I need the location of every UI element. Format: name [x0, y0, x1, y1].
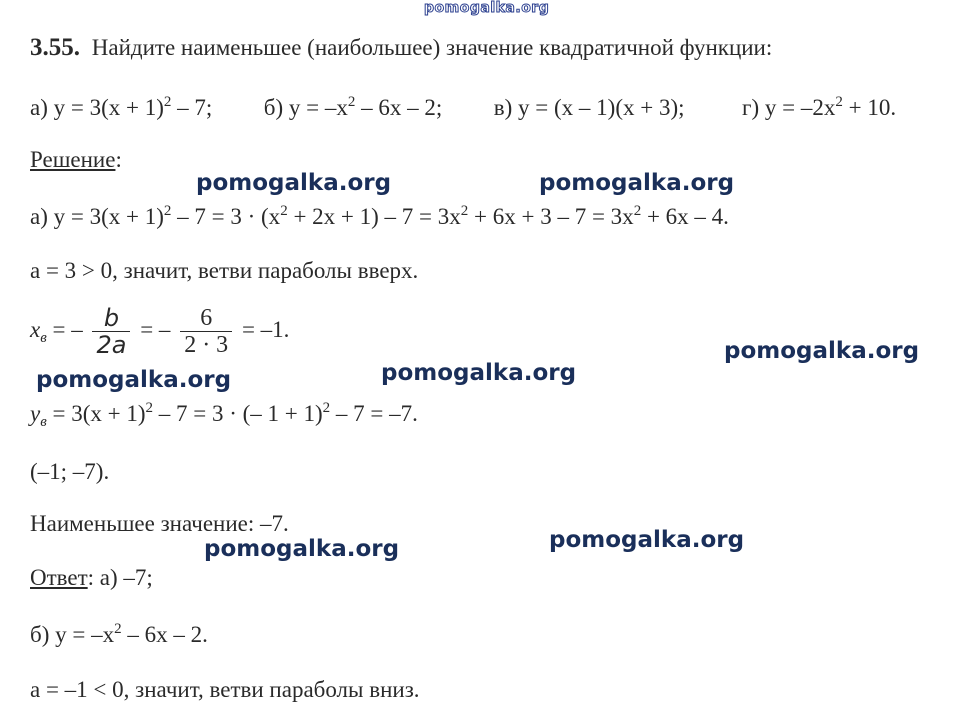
answer-line: Ответ: а) –7;	[30, 565, 153, 590]
watermark: pomogalka.org	[204, 536, 400, 562]
option-b: б) $y = -x^2 - 6x - 2$;	[263, 94, 443, 120]
solution-line-b: б) $y = -x^2 - 6x - 2$.	[30, 621, 208, 647]
watermark: pomogalka.org	[381, 360, 577, 386]
problem-number: 3.55.	[30, 34, 80, 61]
watermark-header: pomogalka.org	[424, 0, 550, 16]
fraction-b-2a: $\frac{b}{2a}$	[92, 305, 130, 358]
option-a: а) $y = 3(x + 1)^2 - 7$;	[30, 94, 213, 120]
watermark: pomogalka.org	[196, 170, 392, 196]
problem-header	[30, 34, 772, 62]
watermark: pomogalka.org	[549, 527, 745, 553]
watermark: pomogalka.org	[36, 367, 232, 393]
solution-line-a: а) $y = 3(x + 1)^2 - 7 = 3 \cdot (x^2 + 2x + 1) - 7 = 3x^2 + 6x + 3 - 7 = 3x^2 + 6x - 4$.	[30, 203, 729, 229]
vertex-y-formula: $y_в = 3(x + 1)^2 - 7 = 3$ · (– 1 + 1)$^2$ – 7 = –7.	[30, 400, 418, 430]
fraction-6-2x3: $\frac{6}{2 \cdot 3}$	[180, 305, 232, 358]
option-v: в) y = (x – 1)(x + 3);	[493, 95, 685, 120]
branches-down-text: a = –1 < 0, значит, ветви параболы вниз.	[30, 677, 420, 702]
vertex-point: (–1; –7).	[30, 459, 110, 484]
watermark: pomogalka.org	[539, 170, 735, 196]
options-line	[30, 94, 896, 122]
branches-up-text: a = 3 > 0, значит, ветви параболы вверх.	[30, 258, 419, 283]
option-g: г) $y = -2x^2 + 10$.	[742, 94, 897, 120]
min-value-text: Наименьшее значение: –7.	[30, 511, 289, 536]
solution-heading: Решение:	[30, 147, 122, 172]
vertex-x-formula: $x_в$ = – $\frac{b}{2a}$ = – $\frac{6}{2 \cdot 3}$ = –1.	[30, 304, 290, 359]
watermark: pomogalka.org	[724, 338, 920, 364]
problem-statement: Найдите наименьшее (наибольшее) значение квадратичной функции:	[91, 35, 773, 60]
